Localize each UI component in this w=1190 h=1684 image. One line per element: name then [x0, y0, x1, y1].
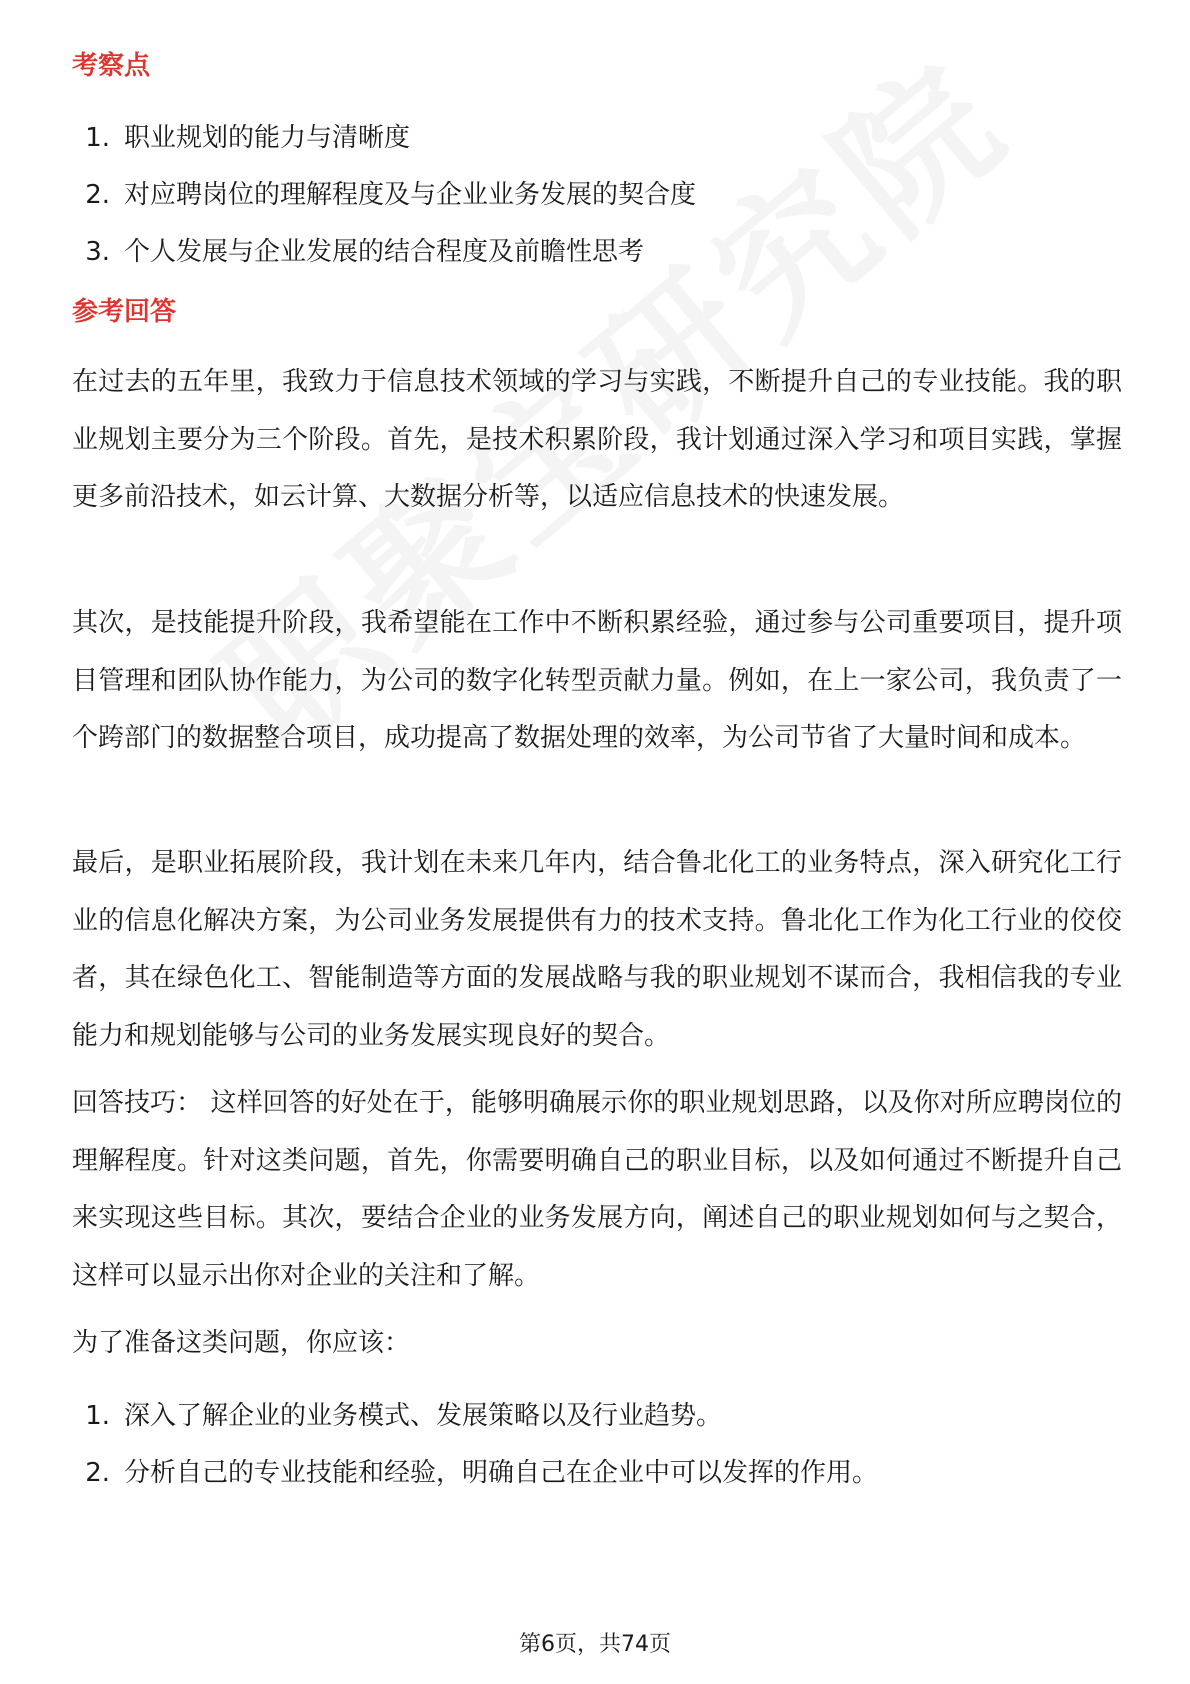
key-points-list: [72, 120, 1122, 291]
prep-list: [72, 1398, 1122, 1512]
section-title-key-points: 考察点: [72, 51, 151, 81]
list-item: 2. 分析自己的专业技能和经验，明确自己在企业中可以发挥的作用。: [85, 1458, 879, 1488]
paragraph: 为了准备这类问题，你应该：: [72, 1328, 411, 1358]
paragraph: 在过去的五年里，我致力于信息技术领域的学习与实践，不断提升自己的专业技能。我的职业规划主要分为三个阶段。首先，是技术积累阶段，我计划通过深入学习和项目实践，掌握更多前沿技术，如云计算、大数据分析等，以适应信息技术的快速发展。: [72, 367, 1122, 512]
paragraph: 其次，是技能提升阶段，我希望能在工作中不断积累经验，通过参与公司重要项目，提升项目管理和团队协作能力，为公司的数字化转型贡献力量。例如，在上一家公司，我负责了一个跨部门的数据整合项目，成功提高了数据处理的效率，为公司节省了大量时间和成本。: [72, 608, 1122, 753]
section-title-answer: 参考回答: [72, 297, 177, 327]
list-item: 1. 职业规划的能力与清晰度: [85, 123, 411, 153]
list-item: 2. 对应聘岗位的理解程度及与企业业务发展的契合度: [85, 180, 697, 210]
list-item: 3. 个人发展与企业发展的结合程度及前瞻性思考: [85, 237, 645, 267]
paragraph: 最后，是职业拓展阶段，我计划在未来几年内，结合鲁北化工的业务特点，深入研究化工行业的信息化解决方案，为公司业务发展提供有力的技术支持。鲁北化工作为化工行业的佼佼者，其在绿色化工、智能制造等方面的发展战略与我的职业规划不谋而合，我相信我的专业能力和规划能够与公司的业务发展实现良好的契合。: [72, 848, 1122, 1051]
page-number: 第6页，共74页: [519, 1632, 671, 1657]
paragraph: 回答技巧： 这样回答的好处在于，能够明确展示你的职业规划思路，以及你对所应聘岗位的理解程度。针对这类问题，首先，你需要明确自己的职业目标，以及如何通过不断提升自己来实现这些目标。其次，要结合企业的业务发展方向，阐述自己的职业规划如何与之契合，这样可以显示出你对企业的关注和了解。: [72, 1088, 1122, 1291]
list-item: 1. 深入了解企业的业务模式、发展策略以及行业趋势。: [85, 1401, 723, 1431]
